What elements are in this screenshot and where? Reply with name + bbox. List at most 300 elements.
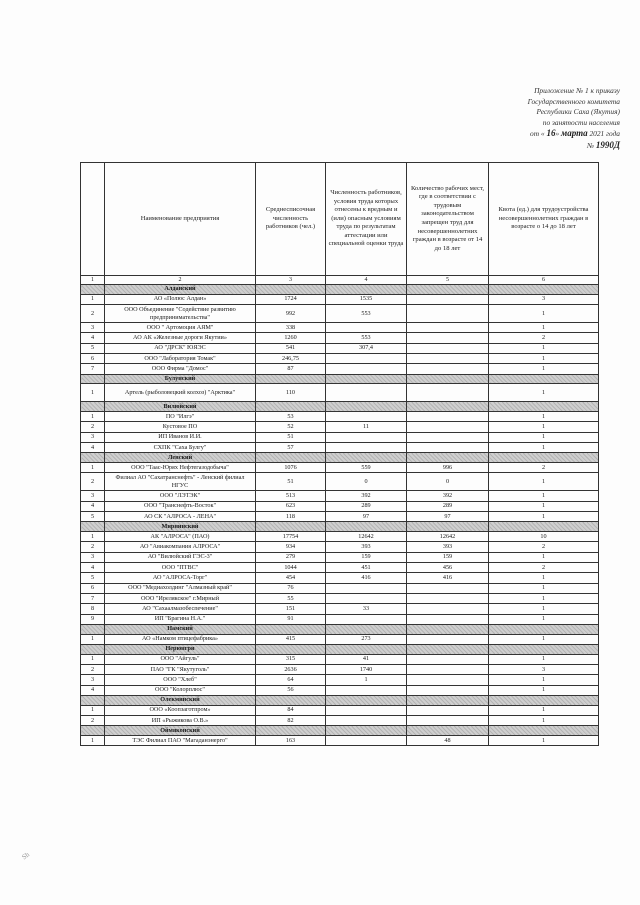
region-empty-cell <box>407 726 489 736</box>
table-row <box>81 583 599 593</box>
company-name: АО "Авиакомпания АЛРОСА" <box>105 542 256 552</box>
table-row <box>81 705 599 715</box>
quota-count: 1 <box>489 384 599 402</box>
region-index-cell <box>81 522 105 532</box>
company-name: АО АК «Железные дороги Якутии» <box>105 333 256 343</box>
harmful-conditions-count <box>326 353 407 363</box>
company-name: Кустовое ПО <box>105 422 256 432</box>
harmful-conditions-count <box>326 384 407 402</box>
avg-headcount: 53 <box>256 412 326 422</box>
table-row <box>81 665 599 675</box>
prohibited-workplaces-count <box>407 412 489 422</box>
prohibited-workplaces-count: 159 <box>407 552 489 562</box>
harmful-conditions-count: 273 <box>326 634 407 644</box>
prohibited-workplaces-count <box>407 364 489 374</box>
region-empty-cell <box>407 624 489 634</box>
prohibited-workplaces-count <box>407 665 489 675</box>
header-line: Государственного комитета <box>527 96 620 106</box>
avg-headcount: 64 <box>256 675 326 685</box>
header-number-line <box>420 140 620 152</box>
table-header-row <box>81 163 599 276</box>
company-name: ИП Иванов И.И. <box>105 432 256 442</box>
corner-mark: Sh <box>20 850 32 862</box>
harmful-conditions-count <box>326 593 407 603</box>
company-name: ООО "ПТВС" <box>105 563 256 573</box>
company-name: ООО "Медиахолдинг "Алмазный край" <box>105 583 256 593</box>
prohibited-workplaces-count <box>407 634 489 644</box>
prohibited-workplaces-count <box>407 422 489 432</box>
harmful-conditions-count: 41 <box>326 654 407 664</box>
region-name: Алданский <box>105 285 256 295</box>
quota-count: 1 <box>489 614 599 624</box>
region-index-cell <box>81 695 105 705</box>
row-number: 3 <box>81 491 105 501</box>
company-name: Филиал АО "Сахатранснефть" - Ленский филиал НГУС <box>105 473 256 491</box>
avg-headcount: 279 <box>256 552 326 562</box>
avg-headcount: 151 <box>256 604 326 614</box>
company-name: ПАО "ГК "Якутуголь" <box>105 665 256 675</box>
quota-count: 2 <box>489 333 599 343</box>
column-number-cell: 2 <box>105 276 256 285</box>
avg-headcount: 52 <box>256 422 326 432</box>
harmful-conditions-count <box>326 705 407 715</box>
table-row <box>81 604 599 614</box>
region-row <box>81 453 599 463</box>
quota-count: 1 <box>489 604 599 614</box>
region-name: Мирнинский <box>105 522 256 532</box>
row-number: 1 <box>81 294 105 304</box>
region-row <box>81 726 599 736</box>
region-name: Булунский <box>105 374 256 384</box>
region-empty-cell <box>326 285 407 295</box>
quota-count: 1 <box>489 353 599 363</box>
harmful-conditions-count <box>326 736 407 746</box>
table-row <box>81 542 599 552</box>
table-row <box>81 654 599 664</box>
company-name: ООО "Хлеб" <box>105 675 256 685</box>
avg-headcount: 2636 <box>256 665 326 675</box>
table-row <box>81 552 599 562</box>
prohibited-workplaces-count: 996 <box>407 463 489 473</box>
table-row <box>81 463 599 473</box>
region-row <box>81 624 599 634</box>
table-row <box>81 343 599 353</box>
region-empty-cell <box>256 726 326 736</box>
date-prefix: от « <box>530 129 545 138</box>
order-number: 1990Д <box>595 139 620 150</box>
row-number: 4 <box>81 443 105 453</box>
avg-headcount: 1260 <box>256 333 326 343</box>
quota-count: 1 <box>489 473 599 491</box>
region-empty-cell <box>256 644 326 654</box>
avg-headcount: 17754 <box>256 532 326 542</box>
header-date-line: от « 16» марта 2021 года <box>530 128 620 138</box>
harmful-conditions-count: 159 <box>326 552 407 562</box>
region-index-cell <box>81 374 105 384</box>
quota-count: 1 <box>489 685 599 695</box>
row-number: 2 <box>81 473 105 491</box>
prohibited-workplaces-count: 456 <box>407 563 489 573</box>
prohibited-workplaces-count <box>407 294 489 304</box>
table-row <box>81 593 599 603</box>
quota-count: 1 <box>489 512 599 522</box>
quota-count: 1 <box>489 634 599 644</box>
harmful-conditions-count: 307,4 <box>326 343 407 353</box>
row-number: 2 <box>81 422 105 432</box>
row-number: 4 <box>81 333 105 343</box>
harmful-conditions-count: 1740 <box>326 665 407 675</box>
region-empty-cell <box>256 624 326 634</box>
harmful-conditions-count: 97 <box>326 512 407 522</box>
row-number: 8 <box>81 604 105 614</box>
region-empty-cell <box>326 522 407 532</box>
prohibited-workplaces-count <box>407 305 489 323</box>
prohibited-workplaces-count <box>407 353 489 363</box>
avg-headcount: 1076 <box>256 463 326 473</box>
harmful-conditions-count: 1 <box>326 675 407 685</box>
quota-count: 1 <box>489 443 599 453</box>
avg-headcount: 315 <box>256 654 326 664</box>
avg-headcount: 1724 <box>256 294 326 304</box>
region-empty-cell <box>256 453 326 463</box>
table-row <box>81 685 599 695</box>
row-number: 6 <box>81 583 105 593</box>
row-number: 5 <box>81 343 105 353</box>
region-empty-cell <box>326 402 407 412</box>
region-name: Вилюйский <box>105 402 256 412</box>
prohibited-workplaces-count <box>407 685 489 695</box>
quota-count: 1 <box>489 501 599 511</box>
row-number: 4 <box>81 563 105 573</box>
region-empty-cell <box>489 285 599 295</box>
harmful-conditions-count <box>326 583 407 593</box>
harmful-conditions-count: 0 <box>326 473 407 491</box>
quota-count: 2 <box>489 463 599 473</box>
avg-headcount: 454 <box>256 573 326 583</box>
company-name: АО «Намком птицефабрика» <box>105 634 256 644</box>
prohibited-workplaces-count: 393 <box>407 542 489 552</box>
company-name: ООО " Артомоция АЯМ" <box>105 323 256 333</box>
table-row <box>81 573 599 583</box>
table-row <box>81 294 599 304</box>
table-row <box>81 512 599 522</box>
harmful-conditions-count: 553 <box>326 305 407 323</box>
region-index-cell <box>81 453 105 463</box>
quota-count: 1 <box>489 654 599 664</box>
harmful-conditions-count: 33 <box>326 604 407 614</box>
harmful-conditions-count: 289 <box>326 501 407 511</box>
row-number: 1 <box>81 705 105 715</box>
row-number: 2 <box>81 715 105 725</box>
region-empty-cell <box>407 402 489 412</box>
region-empty-cell <box>489 522 599 532</box>
header-cell-prohibited: Количество рабочих мест, где в соответствии с трудовым законодательством запрещен труд для несовершеннолетних граждан в возрасте от 14 до 18 лет <box>407 163 489 276</box>
company-name: АО "Вилюйский ГЭС-3" <box>105 552 256 562</box>
prohibited-workplaces-count <box>407 343 489 353</box>
region-empty-cell <box>407 453 489 463</box>
quota-count: 1 <box>489 364 599 374</box>
harmful-conditions-count <box>326 443 407 453</box>
company-name: ИП "Брагина Н.А." <box>105 614 256 624</box>
header-cell-avg: Среднесписочная численность работников (чел.) <box>256 163 326 276</box>
header-line: Республики Саха (Якутия) <box>536 107 620 116</box>
region-empty-cell <box>407 522 489 532</box>
region-empty-cell <box>326 695 407 705</box>
harmful-conditions-count: 392 <box>326 491 407 501</box>
quota-count: 1 <box>489 552 599 562</box>
avg-headcount: 82 <box>256 715 326 725</box>
avg-headcount: 55 <box>256 593 326 603</box>
region-empty-cell <box>256 402 326 412</box>
region-empty-cell <box>326 374 407 384</box>
region-empty-cell <box>407 374 489 384</box>
row-number: 4 <box>81 501 105 511</box>
column-number-row <box>81 276 599 285</box>
region-empty-cell <box>326 624 407 634</box>
prohibited-workplaces-count <box>407 675 489 685</box>
table-row <box>81 364 599 374</box>
region-empty-cell <box>256 522 326 532</box>
harmful-conditions-count <box>326 323 407 333</box>
region-name: Оймяконский <box>105 726 256 736</box>
harmful-conditions-count: 559 <box>326 463 407 473</box>
prohibited-workplaces-count: 0 <box>407 473 489 491</box>
header-line: по занятости населения <box>542 117 620 127</box>
row-number: 7 <box>81 364 105 374</box>
quota-count: 1 <box>489 323 599 333</box>
quota-table <box>80 162 599 746</box>
region-empty-cell <box>489 402 599 412</box>
avg-headcount: 415 <box>256 634 326 644</box>
prohibited-workplaces-count: 416 <box>407 573 489 583</box>
company-name: ИП «Рыжикова О.В.» <box>105 715 256 725</box>
company-name: АО "ДРСК" ЮЯЭС <box>105 343 256 353</box>
column-number-cell: 5 <box>407 276 489 285</box>
row-number: 7 <box>81 593 105 603</box>
region-empty-cell <box>489 453 599 463</box>
company-name: АК "АЛРОСА" (ПАО) <box>105 532 256 542</box>
avg-headcount: 118 <box>256 512 326 522</box>
table-row <box>81 491 599 501</box>
company-name: ООО "Ирелякское" г.Мирный <box>105 593 256 603</box>
region-index-cell <box>81 624 105 634</box>
row-number: 2 <box>81 305 105 323</box>
table-row <box>81 634 599 644</box>
avg-headcount: 992 <box>256 305 326 323</box>
table-row <box>81 715 599 725</box>
table-row <box>81 501 599 511</box>
region-empty-cell <box>489 726 599 736</box>
harmful-conditions-count <box>326 364 407 374</box>
avg-headcount: 76 <box>256 583 326 593</box>
region-empty-cell <box>407 644 489 654</box>
avg-headcount: 338 <box>256 323 326 333</box>
prohibited-workplaces-count <box>407 705 489 715</box>
harmful-conditions-count <box>326 432 407 442</box>
prohibited-workplaces-count <box>407 614 489 624</box>
quota-count: 2 <box>489 542 599 552</box>
header-cell-index <box>81 163 105 276</box>
region-empty-cell <box>256 374 326 384</box>
region-empty-cell <box>326 726 407 736</box>
prohibited-workplaces-count <box>407 583 489 593</box>
prohibited-workplaces-count <box>407 333 489 343</box>
table-row <box>81 323 599 333</box>
company-name: ТЭС Филиал ПАО "Магаданэнерго" <box>105 736 256 746</box>
row-number: 1 <box>81 412 105 422</box>
region-empty-cell <box>489 695 599 705</box>
company-name: ООО "ЛЭТЭК" <box>105 491 256 501</box>
region-empty-cell <box>489 374 599 384</box>
table-row <box>81 443 599 453</box>
date-month: марта <box>561 128 588 138</box>
region-index-cell <box>81 644 105 654</box>
header-cell-harmful: Численность работников, условия труда которых отнесены к вредным и (или) опасным условиям труда по результатам аттестации или специальной оценки труда <box>326 163 407 276</box>
row-number: 2 <box>81 542 105 552</box>
quota-count: 1 <box>489 422 599 432</box>
date-year: 2021 года <box>589 129 620 138</box>
company-name: АО "Сахаалмазобеспечение" <box>105 604 256 614</box>
prohibited-workplaces-count: 12642 <box>407 532 489 542</box>
company-name: АО «Полюс Алдан» <box>105 294 256 304</box>
region-empty-cell <box>256 285 326 295</box>
row-number: 2 <box>81 665 105 675</box>
appendix-header <box>420 86 620 151</box>
quota-count: 1 <box>489 736 599 746</box>
region-empty-cell <box>489 624 599 634</box>
header-line: Приложение № 1 к приказу <box>534 86 620 95</box>
quota-count: 1 <box>489 491 599 501</box>
row-number: 6 <box>81 353 105 363</box>
table-row <box>81 333 599 343</box>
company-name: ООО Объединение "Содействие развитию предпринимательства" <box>105 305 256 323</box>
table-row <box>81 532 599 542</box>
company-name: АО "АЛРОСА-Торг" <box>105 573 256 583</box>
prohibited-workplaces-count <box>407 593 489 603</box>
avg-headcount: 623 <box>256 501 326 511</box>
region-index-cell <box>81 402 105 412</box>
quota-count: 10 <box>489 532 599 542</box>
prohibited-workplaces-count: 97 <box>407 512 489 522</box>
row-number: 3 <box>81 432 105 442</box>
company-name: СХПК "Саха Булгу" <box>105 443 256 453</box>
table-row <box>81 412 599 422</box>
quota-count: 1 <box>489 593 599 603</box>
company-name: ПО "Илгэ" <box>105 412 256 422</box>
harmful-conditions-count: 553 <box>326 333 407 343</box>
row-number: 1 <box>81 463 105 473</box>
harmful-conditions-count <box>326 715 407 725</box>
prohibited-workplaces-count: 392 <box>407 491 489 501</box>
column-number-cell: 4 <box>326 276 407 285</box>
company-name: ООО "Айгуль" <box>105 654 256 664</box>
harmful-conditions-count <box>326 685 407 695</box>
table-row <box>81 384 599 402</box>
avg-headcount: 541 <box>256 343 326 353</box>
prohibited-workplaces-count <box>407 715 489 725</box>
avg-headcount: 163 <box>256 736 326 746</box>
column-number-cell: 1 <box>81 276 105 285</box>
prohibited-workplaces-count <box>407 654 489 664</box>
company-name: ООО «Коопзаготпром» <box>105 705 256 715</box>
number-prefix: № <box>587 140 594 150</box>
quota-count: 3 <box>489 665 599 675</box>
avg-headcount: 57 <box>256 443 326 453</box>
prohibited-workplaces-count: 48 <box>407 736 489 746</box>
harmful-conditions-count: 11 <box>326 422 407 432</box>
quota-count: 1 <box>489 583 599 593</box>
table-row <box>81 353 599 363</box>
region-index-cell <box>81 726 105 736</box>
prohibited-workplaces-count: 289 <box>407 501 489 511</box>
quota-count: 1 <box>489 305 599 323</box>
table-row <box>81 563 599 573</box>
region-index-cell <box>81 285 105 295</box>
table-body <box>81 276 599 746</box>
region-row <box>81 644 599 654</box>
region-name: Олекминский <box>105 695 256 705</box>
avg-headcount: 87 <box>256 364 326 374</box>
table-row <box>81 675 599 685</box>
row-number: 1 <box>81 736 105 746</box>
quota-count: 1 <box>489 675 599 685</box>
avg-headcount: 51 <box>256 432 326 442</box>
row-number: 5 <box>81 512 105 522</box>
region-row <box>81 522 599 532</box>
harmful-conditions-count <box>326 412 407 422</box>
row-number: 3 <box>81 323 105 333</box>
row-number: 1 <box>81 634 105 644</box>
harmful-conditions-count: 1535 <box>326 294 407 304</box>
company-name: АО СК "АЛРОСА - ЛЕНА" <box>105 512 256 522</box>
region-name: Намский <box>105 624 256 634</box>
prohibited-workplaces-count <box>407 384 489 402</box>
quota-count: 1 <box>489 573 599 583</box>
date-day: 16 <box>546 128 556 138</box>
quota-count: 1 <box>489 432 599 442</box>
row-number: 1 <box>81 532 105 542</box>
region-name: Ленский <box>105 453 256 463</box>
row-number: 5 <box>81 573 105 583</box>
table-row <box>81 473 599 491</box>
avg-headcount: 1044 <box>256 563 326 573</box>
row-number: 9 <box>81 614 105 624</box>
avg-headcount: 934 <box>256 542 326 552</box>
prohibited-workplaces-count <box>407 443 489 453</box>
region-empty-cell <box>489 644 599 654</box>
avg-headcount: 246,75 <box>256 353 326 363</box>
region-empty-cell <box>407 285 489 295</box>
region-empty-cell <box>326 453 407 463</box>
harmful-conditions-count: 12642 <box>326 532 407 542</box>
harmful-conditions-count: 393 <box>326 542 407 552</box>
avg-headcount: 84 <box>256 705 326 715</box>
avg-headcount: 56 <box>256 685 326 695</box>
region-row <box>81 285 599 295</box>
harmful-conditions-count: 416 <box>326 573 407 583</box>
row-number: 4 <box>81 685 105 695</box>
region-empty-cell <box>326 644 407 654</box>
column-number-cell: 6 <box>489 276 599 285</box>
harmful-conditions-count <box>326 614 407 624</box>
region-name: Нерюнгри <box>105 644 256 654</box>
prohibited-workplaces-count <box>407 604 489 614</box>
company-name: ООО "Транснефть-Восток" <box>105 501 256 511</box>
row-number: 3 <box>81 675 105 685</box>
avg-headcount: 51 <box>256 473 326 491</box>
region-row <box>81 402 599 412</box>
company-name: ООО Фирма "Домос" <box>105 364 256 374</box>
